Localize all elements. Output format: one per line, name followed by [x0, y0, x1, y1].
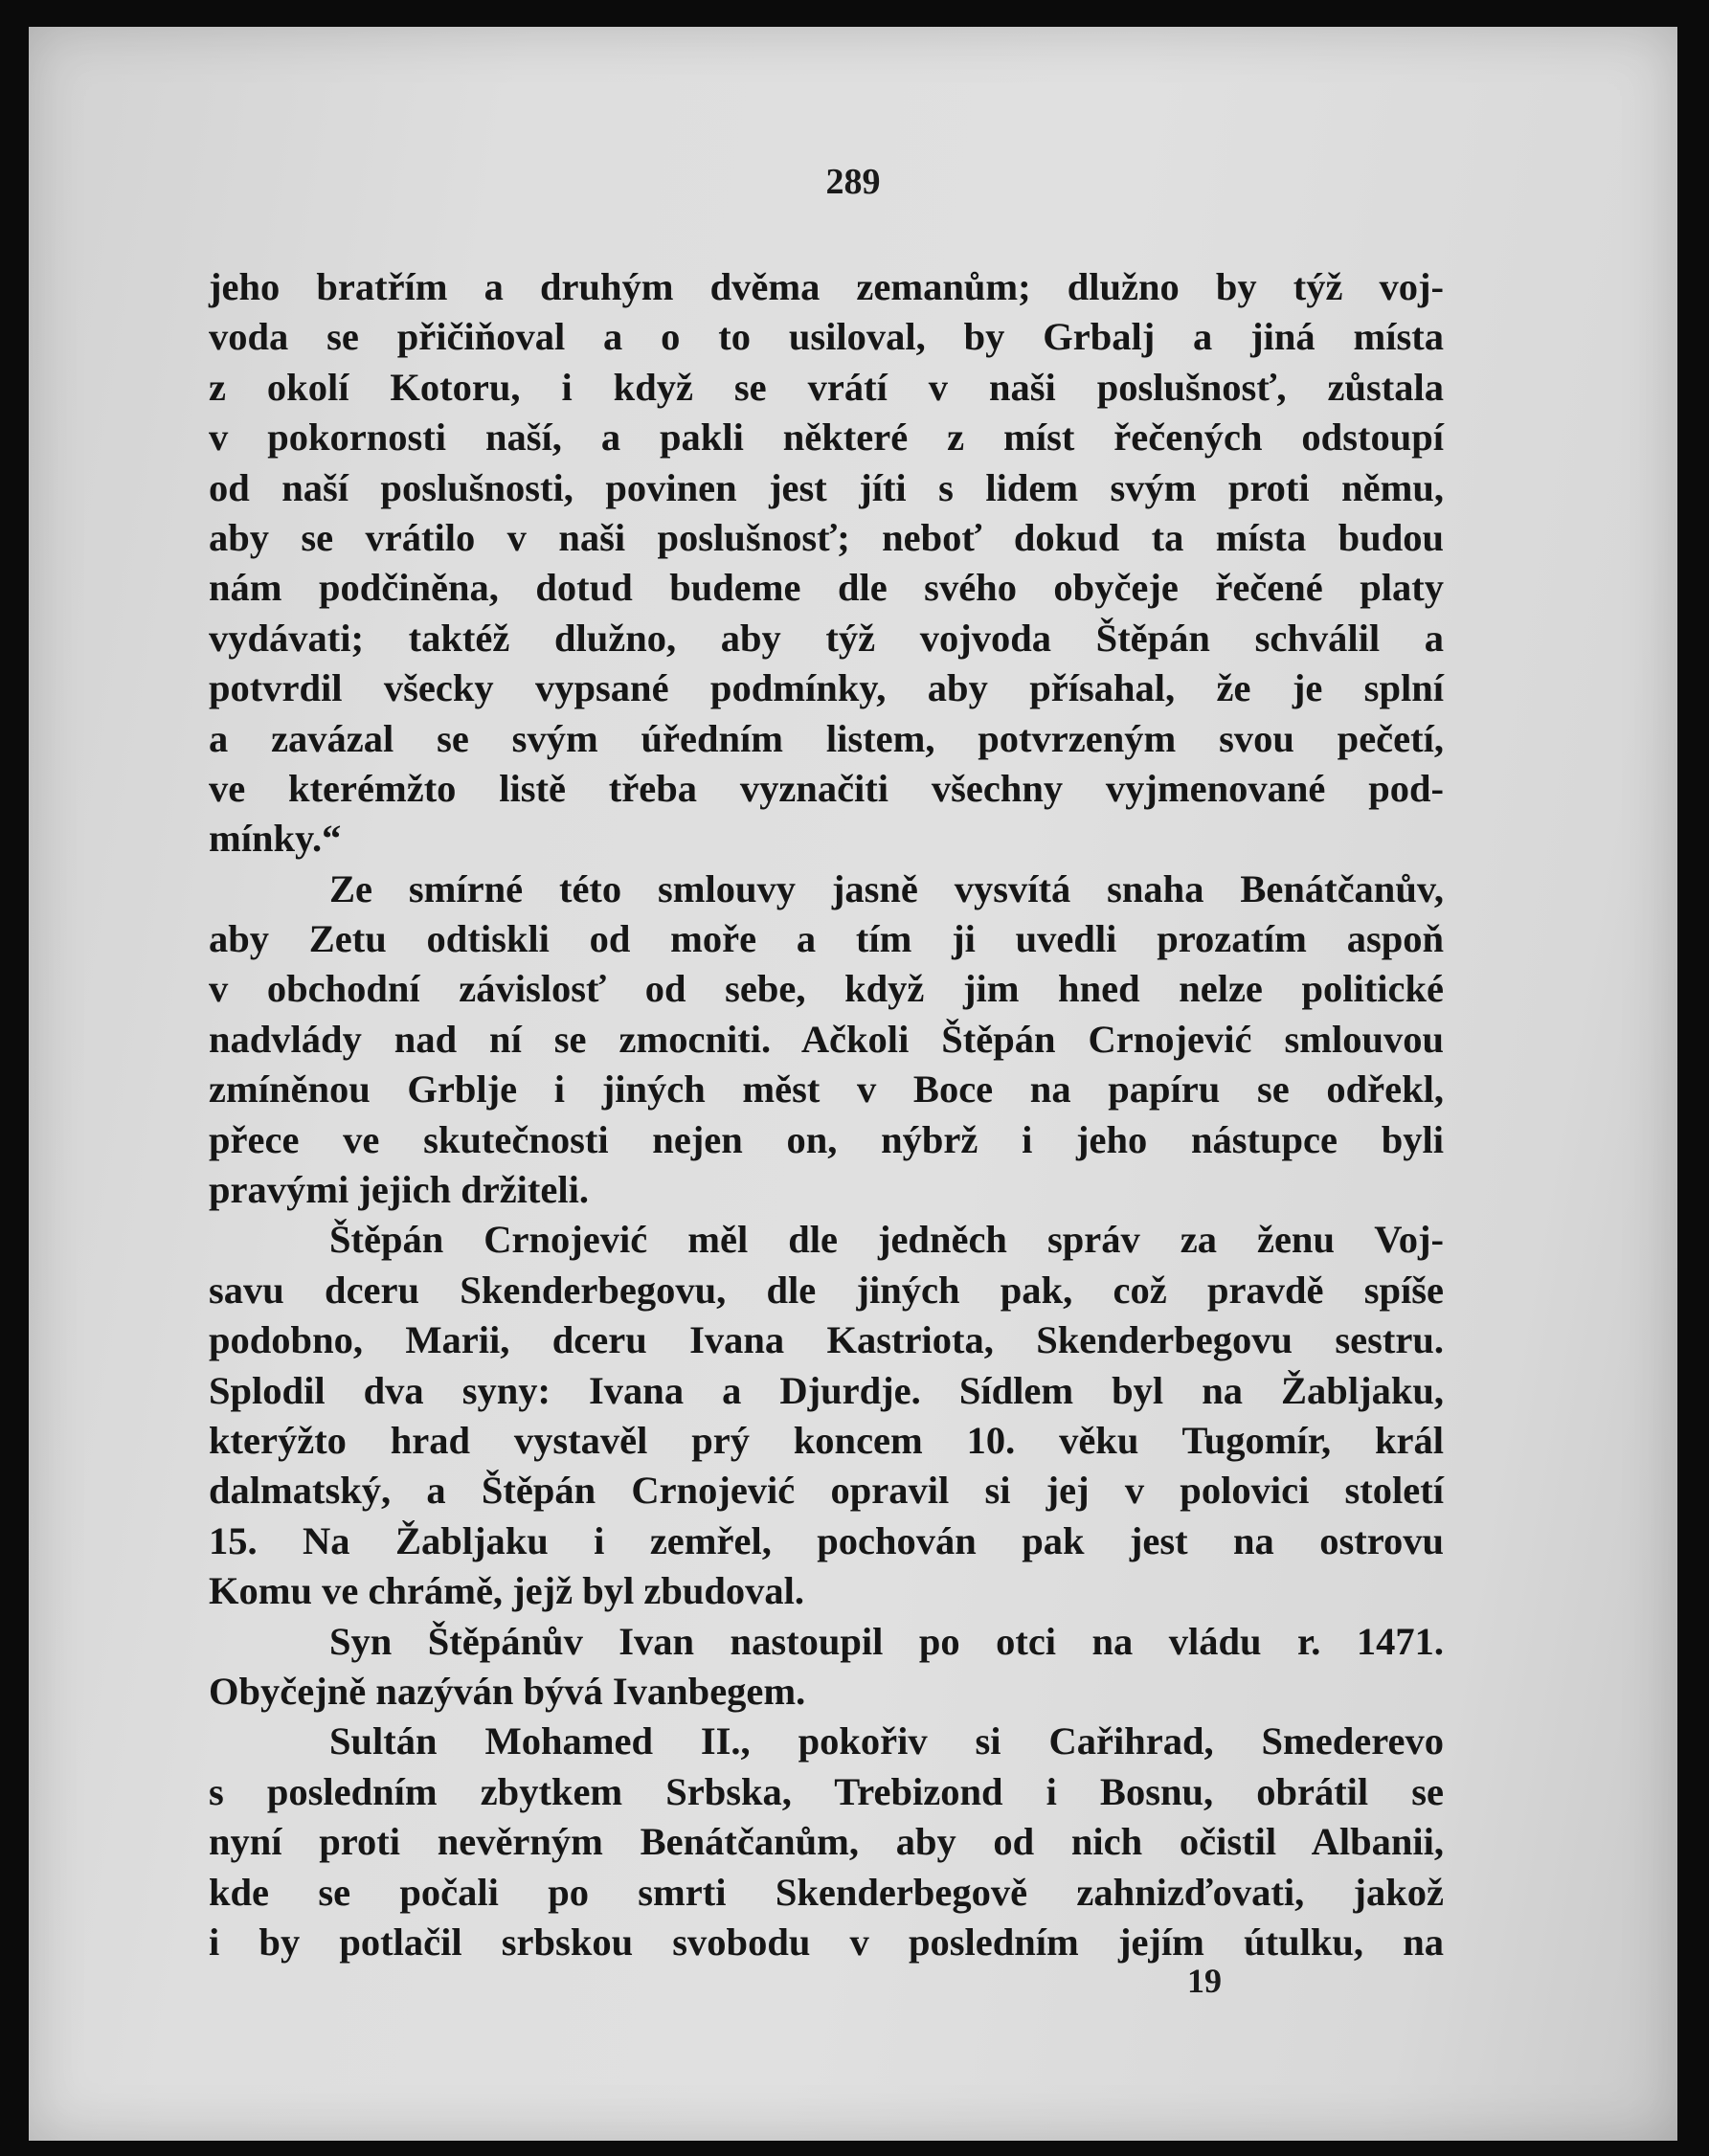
text-line: a zavázal se svým úředním listem, potvrzeným svou pečetí,	[209, 716, 1444, 760]
text-line: přece ve skutečnosti nejen on, nýbrž i jeho nástupce byli	[209, 1117, 1444, 1161]
text-line: potvrdil všecky vypsané podmínky, aby přísahal, že je splní	[209, 666, 1444, 710]
text-line: kterýžto hrad vystavěl prý koncem 10. věku Tugomír, král	[209, 1418, 1444, 1462]
text-line: ve kterémžto listě třeba vyznačiti všechny vyjmenované pod-	[209, 766, 1444, 810]
text-line: Obyčejně nazýván bývá Ivanbegem.	[209, 1669, 806, 1713]
text-line: od naší poslušnosti, povinen jest jíti s lidem svým proti němu,	[209, 465, 1444, 509]
text-line: dalmatský, a Štěpán Crnojević opravil si jej v polovici století	[209, 1469, 1444, 1513]
text-line: v obchodní závislosť od sebe, když jim hned nelze politické	[209, 967, 1444, 1011]
text-line: podobno, Marii, dceru Ivana Kastriota, Skenderbegovu sestru.	[209, 1318, 1444, 1362]
text-line: Splodil dva syny: Ivana a Djurdje. Sídlem byl na Žabljaku,	[209, 1368, 1444, 1412]
text-line: Komu ve chrámě, jejž byl zbudoval.	[209, 1569, 805, 1613]
text-line: i by potlačil srbskou svobodu v posledním jejím útulku, na	[209, 1920, 1444, 1964]
text-line: Sultán Mohamed II., pokořiv si Cařihrad, Smederevo	[329, 1719, 1444, 1763]
book-page	[29, 27, 1677, 2141]
text-line: Ze smírné této smlouvy jasně vysvítá snaha Benátčanův,	[329, 866, 1444, 910]
text-line: Štěpán Crnojević měl dle jedněch správ za ženu Voj-	[329, 1218, 1444, 1262]
text-line: nyní proti nevěrným Benátčanům, aby od nich očistil Albanii,	[209, 1820, 1444, 1864]
text-line: kde se počali po smrti Skenderbegově zahnizďovati, jakož	[209, 1870, 1444, 1914]
text-line: vydávati; taktéž dlužno, aby týž vojvoda Štěpán schválil a	[209, 616, 1444, 660]
text-line: zmíněnou Grblje i jiných měst v Boce na papíru se odřekl,	[209, 1067, 1444, 1112]
text-line: jeho bratřím a druhým dvěma zemanům; dlužno by týž voj-	[209, 265, 1444, 308]
text-line: voda se přičiňoval a o to usiloval, by Grbalj a jiná místa	[209, 315, 1444, 359]
text-line: 15. Na Žabljaku i zemřel, pochován pak jest na ostrovu	[209, 1518, 1444, 1562]
text-line: pravými jejich držiteli.	[209, 1168, 590, 1212]
text-line: mínky.“	[209, 817, 342, 861]
text-line: s posledním zbytkem Srbska, Trebizond i Bosnu, obrátil se	[209, 1769, 1444, 1813]
signature-mark: 19	[1187, 1962, 1222, 2000]
text-line: aby se vrátilo v naši poslušnosť; neboť dokud ta místa budou	[209, 515, 1444, 559]
text-line: z okolí Kotoru, i když se vrátí v naši poslušnosť, zůstala	[209, 365, 1444, 409]
text-line: v pokornosti naší, a pakli některé z míst řečených odstoupí	[209, 415, 1444, 460]
text-line: Syn Štěpánův Ivan nastoupil po otci na vládu r. 1471.	[329, 1619, 1444, 1663]
text-line: savu dceru Skenderbegovu, dle jiných pak, což pravdě spíše	[209, 1268, 1444, 1312]
text-line: nám podčiněna, dotud budeme dle svého obyčeje řečené platy	[209, 566, 1444, 610]
text-line: aby Zetu odtiskli od moře a tím ji uvedli prozatím aspoň	[209, 917, 1444, 961]
text-line: nadvlády nad ní se zmocniti. Ačkoli Štěpán Crnojević smlouvou	[209, 1017, 1444, 1061]
page-number: 289	[825, 162, 881, 202]
body-text	[209, 262, 1444, 1967]
